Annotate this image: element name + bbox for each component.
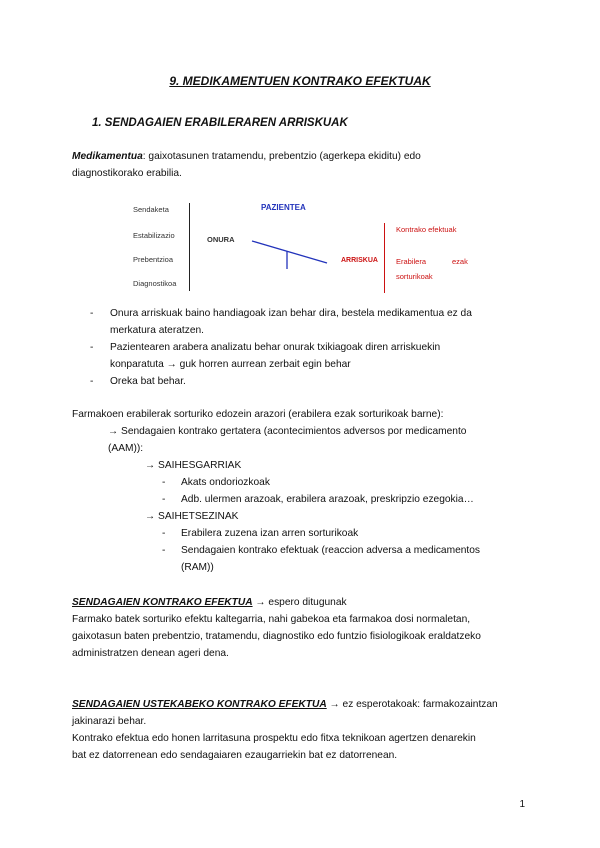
definition-line1 [72, 148, 421, 165]
risk-benefit-diagram [127, 193, 476, 296]
bullet-dash: - [90, 376, 94, 387]
diagram-left-item: Diagnostikoa [133, 279, 177, 288]
farmakoen-sub: (AAM)): [108, 443, 144, 454]
farmakoen-sub: → Sendagaien kontrako gertatera (acontecimientos adversos por medicamento [108, 426, 467, 437]
sue-line: Kontrako efektua edo honen larritasuna prospektu edo fitxa teknikoan agertzen denarekin [72, 733, 476, 744]
sue-term: SENDAGAIEN USTEKABEKO KONTRAKO EFEKTUA [72, 699, 327, 710]
ske-heading [72, 594, 347, 611]
diagram-onura: ONURA [207, 235, 235, 244]
bullet-text: Oreka bat behar. [110, 376, 186, 387]
diagram-right-item: sorturikoak [396, 272, 433, 281]
sue-heading [72, 696, 498, 713]
list-item: Erabilera zuzena izan arren sorturikoak [181, 528, 359, 539]
definition-line2: diagnostikorako erabilia. [72, 168, 182, 179]
bullet-dash: - [90, 308, 94, 319]
list-item: Akats ondoriozkoak [181, 477, 270, 488]
ske-line: Farmako batek sorturiko efektu kaltegarria, nahi gabekoa eta farmakoa dosi normaletan, [72, 614, 471, 625]
ske-after: → espero ditugunak [252, 597, 347, 608]
diagram-pazientea: PAZIENTEA [261, 203, 306, 212]
saihetsezinak: → SAIHETSEZINAK [145, 511, 239, 522]
diagram-right-item: Kontrako efektuak [396, 225, 457, 234]
bullet-text: konparatuta → guk horren aurrean zerbait egin behar [110, 359, 351, 370]
list-dash: - [162, 545, 166, 556]
list-dash: - [162, 477, 166, 488]
list-dash: - [162, 528, 166, 539]
ske-line: gaixotasun baten prebentzio, tratamendu, diagnostiko edo funtzio fisiologikoak eraldatzeko [72, 631, 481, 642]
bullet-text: Onura arriskuak baino handiagoak izan behar dira, bestela medikamentua ez da [110, 308, 472, 319]
bullet-dash: - [90, 342, 94, 353]
diagram-left-item: Estabilizazio [133, 231, 175, 240]
bullet-text: Pazientearen arabera analizatu behar onurak txikiagoak diren arriskuekin [110, 342, 441, 353]
sue-after: → ez esperotakoak: farmakozaintzan [326, 699, 498, 710]
diagram-right-item: ezak [452, 257, 468, 266]
sue-line: jakinarazi behar. [72, 716, 147, 727]
sue-line: bat ez datorrenean edo sendagaiaren ezaugarriekin bat ez datorrenean. [72, 750, 398, 761]
diagram-arriskua: ARRISKUA [341, 257, 378, 264]
list-item: (RAM)) [181, 562, 214, 573]
diagram-left-item: Prebentzioa [133, 255, 174, 264]
section-heading: 1. SENDAGAIEN ERABILERAREN ARRISKUAK [92, 117, 348, 129]
list-item: Adb. ulermen arazoak, erabilera arazoak, preskripzio ezegokia… [181, 494, 474, 505]
diagram-right-item: Erabilera [396, 257, 427, 266]
definition-text: : gaixotasunen tratamendu, prebentzio (agerkepa ekiditu) edo [142, 151, 421, 162]
page-title: 9. MEDIKAMENTUEN KONTRAKO EFEKTUAK [169, 74, 431, 88]
diagram-left-item: Sendaketa [133, 205, 169, 214]
list-item: Sendagaien kontrako efektuak (reaccion adversa a medicamentos [181, 545, 481, 556]
bullet-text: merkatura ateratzen. [110, 325, 204, 336]
ske-term: SENDAGAIEN KONTRAKO EFEKTUA [72, 597, 253, 608]
ske-line: administratzen denean ageri dena. [72, 648, 229, 659]
saihesgarriak: → SAIHESGARRIAK [145, 460, 242, 471]
farmakoen-intro: Farmakoen erabilerak sorturiko edozein arazori (erabilera ezak sorturikoak barne): [72, 409, 444, 420]
list-dash: - [162, 494, 166, 505]
diagram-right-divider [384, 223, 385, 293]
definition-term: Medikamentua [72, 151, 143, 162]
page-number: 1 [519, 799, 525, 810]
